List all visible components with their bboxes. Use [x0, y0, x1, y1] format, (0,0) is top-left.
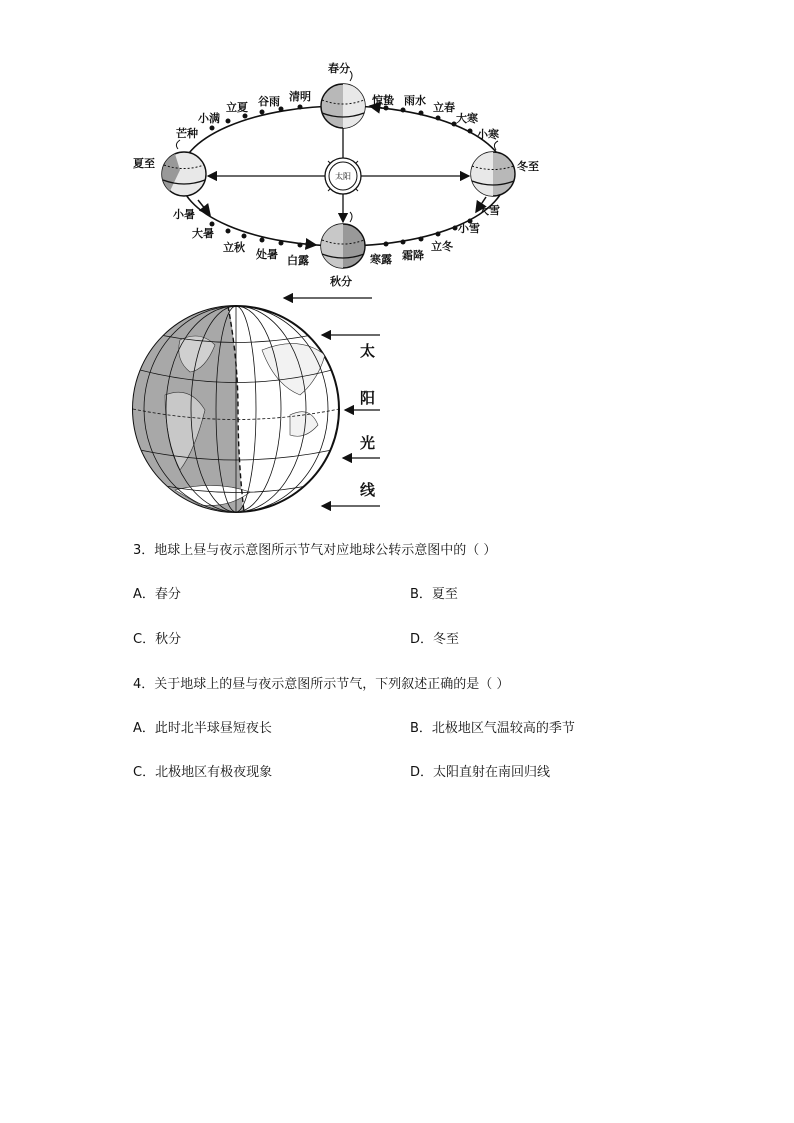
question-3-option-d[interactable]: D．冬至 — [410, 632, 460, 647]
label-qingming: 清明 — [289, 90, 311, 103]
sunlight-char-3: 光 — [360, 434, 376, 452]
label-chushu: 处暑 — [256, 248, 278, 261]
label-lixia: 立夏 — [226, 101, 248, 114]
question-4-option-a[interactable]: A．此时北半球昼短夜长 — [133, 721, 272, 736]
label-xiaoman: 小满 — [198, 112, 220, 125]
label-jingzhe: 惊蛰 — [372, 94, 394, 107]
question-4-option-c[interactable]: C．北极地区有极夜现象 — [133, 765, 273, 780]
label-dashu: 大暑 — [192, 227, 214, 240]
label-liqiu: 立秋 — [223, 241, 245, 254]
label-xiaohan: 小寒 — [477, 128, 499, 141]
label-hanlu: 寒露 — [370, 253, 392, 266]
globe-icon — [133, 300, 339, 520]
label-chunfen: 春分 — [328, 62, 350, 75]
label-yushui: 雨水 — [404, 94, 426, 107]
label-dahan: 大寒 — [456, 112, 478, 125]
label-bailu: 白露 — [287, 254, 309, 267]
earth-xiazhi-icon — [162, 140, 206, 196]
earth-chunfen-icon — [321, 71, 365, 128]
label-xiaoxue: 小雪 — [458, 222, 480, 235]
globe-diagram — [0, 290, 794, 520]
label-shuangjiang: 霜降 — [402, 249, 424, 262]
label-mangzhong: 芒种 — [176, 127, 198, 140]
question-4-option-d[interactable]: D．太阳直射在南回归线 — [410, 765, 551, 780]
label-guyu: 谷雨 — [258, 95, 280, 108]
question-3-option-c[interactable]: C．秋分 — [133, 632, 182, 647]
question-3-stem: 3．地球上昼与夜示意图所示节气对应地球公转示意图中的（ ） — [133, 543, 497, 558]
orbit-diagram — [0, 0, 794, 300]
label-dongzhi: 冬至 — [517, 160, 539, 173]
question-3-option-a[interactable]: A．春分 — [133, 587, 181, 602]
question-3-option-b[interactable]: B．夏至 — [410, 587, 458, 602]
sunlight-char-1: 太 — [360, 342, 376, 360]
question-4-stem: 4．关于地球上的昼与夜示意图所示节气，下列叙述正确的是（ ） — [133, 677, 510, 692]
label-daxue: 大雪 — [478, 204, 500, 217]
sunlight-char-2: 阳 — [360, 389, 376, 407]
sunlight-char-4: 线 — [360, 481, 376, 499]
label-lichun: 立春 — [433, 101, 455, 114]
orbit-arrow-bottom — [306, 244, 316, 245]
label-xiaoshu: 小暑 — [173, 208, 195, 221]
label-xiazhi: 夏至 — [133, 157, 155, 170]
sun-label: 太阳 — [335, 172, 351, 181]
label-lidong: 立冬 — [431, 240, 453, 253]
question-4-option-b[interactable]: B．北极地区气温较高的季节 — [410, 721, 575, 736]
label-qiufen: 秋分 — [330, 275, 352, 288]
